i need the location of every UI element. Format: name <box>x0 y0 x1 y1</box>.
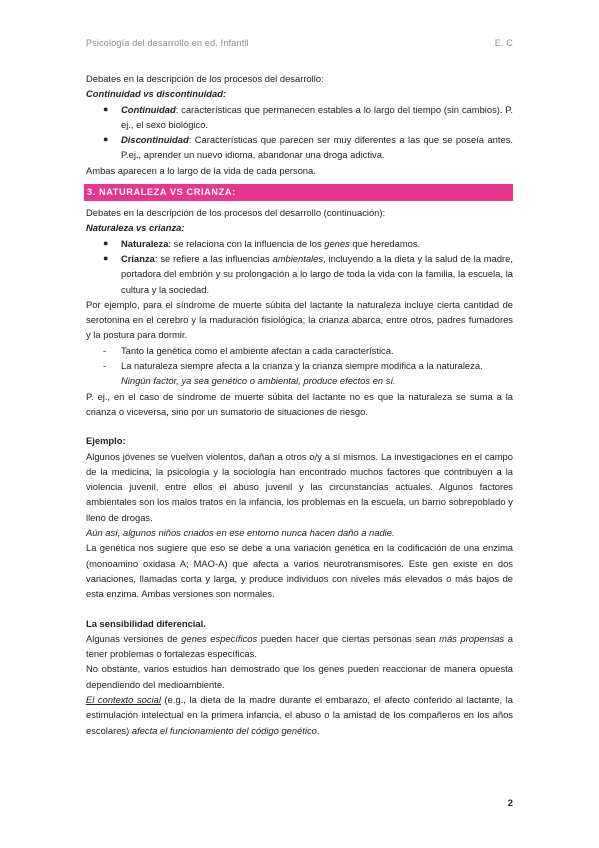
example-title: Ejemplo: <box>86 435 126 447</box>
list-item <box>86 343 513 358</box>
example-emphasis: Aún así, algunos niños criados en ese entorno nunca hacen daño a nadie. <box>86 527 395 539</box>
sec1-intro: Debates en la descripción de los procesos del desarrollo: <box>86 73 324 84</box>
sec2-subtitle: Naturaleza vs crianza: <box>86 222 185 234</box>
list-text: La naturaleza siempre afecta a la crianza y la crianza siempre modifica a la naturaleza. <box>121 360 483 372</box>
sec1-bullet-list <box>86 102 513 163</box>
sec1-closing: Ambas aparecen a lo largo de la vida de cada persona. <box>86 164 316 176</box>
list-item <box>86 251 513 297</box>
list-text: Tanto la genética como el ambiente afectan a cada característica. <box>121 344 394 356</box>
definition-part: : se relaciona con la influencia de los <box>168 237 325 249</box>
document-body <box>86 71 513 738</box>
sec2-bullet-list <box>86 236 513 297</box>
definition-part: que heredamos. <box>349 237 421 249</box>
definition-part: , incluyendo a la dieta y la salud de la madre, portadora del embrión y su prolongación a lo largo de toda la vida con la familia, la escuela, la cultura y la sociedad. <box>121 252 513 295</box>
underlined-term: El contexto social <box>86 693 161 705</box>
sec2-intro: Debates en la descripción de los procesos del desarrollo (continuación): <box>86 207 386 219</box>
sensitivity-paragraph <box>86 631 513 662</box>
sensitivity-title: La sensibilidad diferencial. <box>86 617 206 629</box>
definition: : Características que parecen ser muy diferentes a las que se poseía antes. P.ej., aprender un nuevo idioma, abandonar una droga adictiva. <box>121 134 513 161</box>
definition-part: : se refiere a las influencias <box>154 252 273 264</box>
header-course-title: Psicología del desarrollo en ed. Infantil <box>86 38 249 48</box>
text-part: (e.g., la dieta de la madre durante el embarazo, el afecto conferido al lactante, la estimulación intelectual en la primera infancia, el abuso o la amistad de los compañeros en los años escolares) <box>86 693 513 736</box>
sensitivity-paragraph: No obstante, varios estudios han demostrado que los genes pueden reaccionar de manera opuesta dependiendo del medioambiente. <box>86 663 513 690</box>
emphasis: ambientales <box>272 252 324 264</box>
term: Discontinuidad <box>121 134 189 146</box>
emphasis: afecta el funcionamiento del código genético <box>131 724 317 736</box>
example-paragraph: Algunos jóvenes se vuelven violentos, dañan a otros o/y a sí mismos. La investigaciones en el campo de la medicina, la psicología y la sociología han encontrado muchos factores que contribuyen a la violencia juvenil, entre ellos el abuso juvenil y las circunstancias actuales. Algunos factores ambientales son los malos tratos en la infancia, los problemas en la escuela, un barrio sobrepoblado y lleno de drogas. <box>86 450 513 523</box>
list-item <box>86 358 513 389</box>
definition: : características que permanecen estables a lo largo del tiempo (sin cambios). P. ej., el sexo biológico. <box>121 103 513 130</box>
text-part: . <box>316 724 320 736</box>
term: Continuidad <box>121 103 176 115</box>
sec1-subtitle: Continuidad vs discontinuidad: <box>86 88 227 100</box>
list-emphasis: Ningún factor, ya sea genético o ambiental, produce efectos en sí. <box>121 375 396 387</box>
spacer <box>86 602 513 616</box>
list-item <box>86 132 513 163</box>
bullet-icon: ● <box>103 252 109 263</box>
sec2-dash-list <box>86 343 513 389</box>
term: Naturaleza <box>121 237 169 249</box>
text-part: Algunas versiones de <box>86 632 182 644</box>
header-initials: E. C <box>494 38 513 48</box>
dash-icon: - <box>103 360 107 372</box>
text-part: a tener problemas o fortalezas específicas. <box>86 632 514 660</box>
emphasis: más propensas <box>439 632 505 644</box>
text-part: pueden hacer que ciertas personas sean <box>257 632 440 644</box>
emphasis: genes específicos <box>181 632 258 644</box>
term: Crianza <box>121 252 155 264</box>
emphasis: genes <box>324 237 350 249</box>
example-paragraph: La genética nos sugiere que eso se debe a una variación genética en la codificación de una enzima (monoamino oxidasa A; MAO-A) que afecta a varios neurotransmisores. Este gen existe en dos variaciones, llamadas corta y larga, y produce individuos con niveles más elevados o más bajos de esta enzima. Ambas versiones son normales. <box>86 542 513 600</box>
spacer <box>86 419 513 433</box>
section-heading-banner: 3. NATURALEZA VS CRIANZA: <box>84 184 513 201</box>
bullet-icon: ● <box>103 134 109 145</box>
sec2-paragraph: P. ej., en el caso de síndrome de muerte súbita del lactante no es que la naturaleza se suma a la crianza o viceversa, sino por un sumatorio de situaciones de riesgo. <box>86 390 513 417</box>
page-number: 2 <box>507 798 513 809</box>
page-header <box>86 38 513 52</box>
dash-icon: - <box>103 344 107 356</box>
list-item <box>86 102 513 133</box>
sensitivity-paragraph <box>86 692 513 738</box>
bullet-icon: ● <box>103 103 109 114</box>
list-item <box>86 236 513 251</box>
bullet-icon: ● <box>103 237 109 248</box>
sec2-paragraph: Por ejemplo, para el síndrome de muerte súbita del lactante la naturaleza incluye cierta cantidad de serotonina en el cerebro y la maduración fisiológica; la crianza abarca, entre otros, padres fumadores y la postura para dormir. <box>86 298 513 341</box>
